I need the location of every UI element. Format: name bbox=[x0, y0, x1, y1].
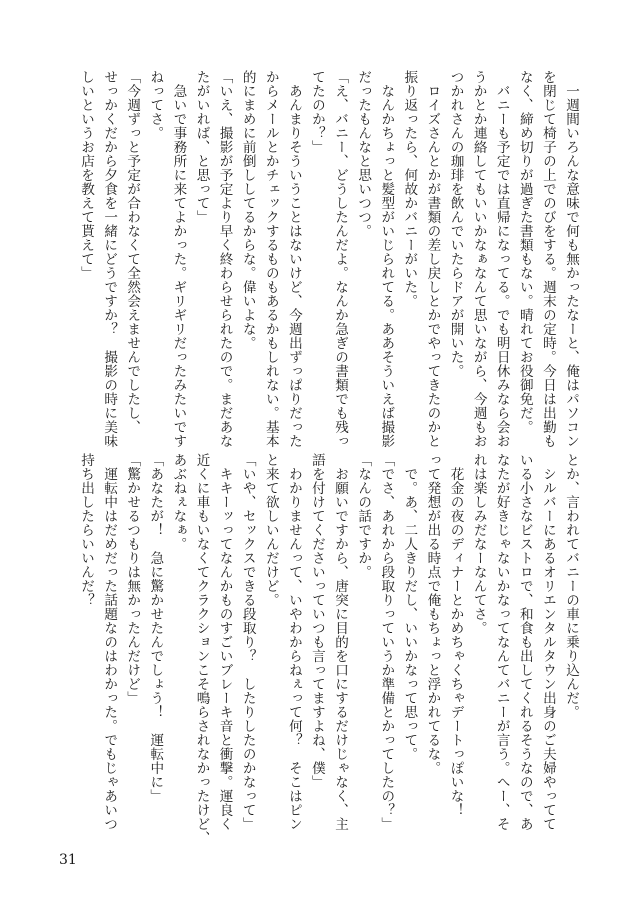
text-line: ロイズさんとかが書類の差し戻しとかでやってきたのかと bbox=[424, 70, 441, 448]
text-line: バニーも予定では直帰になってる。でも明日休みなら会お bbox=[493, 70, 510, 448]
text-line: 「あなたが！ 急に驚かせたんでしょう！ 運転中に」 bbox=[147, 453, 164, 803]
text-line: 持ち出したらいいんだ？ bbox=[78, 453, 95, 607]
text-line: 「なんの話ですか。 bbox=[355, 453, 372, 579]
text-line: しいというお店を教えて貰えて」 bbox=[78, 70, 95, 280]
text-line: キキーッってなんかものすごいブレーキ音と衝撃。運良く bbox=[216, 453, 233, 831]
text-line: あぶねぇなぁ。 bbox=[170, 453, 187, 551]
text-line: お願いですから、唐突に目的を口にするだけじゃなく、主 bbox=[332, 453, 349, 831]
text-line: と来て欲しいんだけど。 bbox=[262, 453, 279, 607]
text-line: 「いや、セックスできる段取り？ したりしたのかなって」 bbox=[239, 453, 256, 831]
text-line: とか、言われてバニーの車に乗り込んだ。 bbox=[563, 453, 579, 719]
text-line: せっかくだから夕食を一緒にどうですか？ 撮影の時に美味 bbox=[101, 70, 118, 448]
text-line: たがいれば、と思って」 bbox=[193, 70, 210, 224]
text-line: ねってさ。 bbox=[147, 70, 164, 140]
text-line: だったもんなと思いつつ。 bbox=[355, 70, 372, 238]
text-line: 「でさ、あれから段取りっていうか準備とかってしたの？」 bbox=[378, 453, 395, 831]
text-line: 近くに車もいなくてクラクションこそ鳴らされなかったけど、 bbox=[193, 453, 210, 845]
lower-text-block bbox=[57, 453, 579, 845]
text-line: 振り返ったら、何故かバニーがいた。 bbox=[401, 70, 418, 308]
text-line: なく、締め切りが過ぎた書類もない。晴れてお役御免だ。 bbox=[516, 70, 533, 434]
text-line: 急いで事務所に来てよかった。ギリギリだったみたいです bbox=[170, 70, 187, 448]
text-line: 「今週ずっと予定が合わなくて全然会えませんでしたし、 bbox=[124, 70, 141, 434]
text-line: 語を付けてくださいっていつも言ってますよね、僕」 bbox=[308, 453, 325, 789]
text-line: を閉じて椅子の上でのびをする。週末の定時。今日は出勤も bbox=[539, 70, 556, 448]
text-line: で。あ、二人きりだし、いいかなって思って。 bbox=[401, 453, 418, 761]
text-line: れは楽しみだなーなんてさ。 bbox=[470, 453, 487, 635]
text-line: からメールとかチェックするものもあるかもしれない。基本 bbox=[262, 70, 279, 448]
text-line: 運転中はだめだった話題なのはわかった。でもじゃあいつ bbox=[101, 453, 118, 831]
text-line: いる小さなビストロで、和食も出してくれるそうなので、あ bbox=[516, 453, 533, 831]
text-line: 一週間いろんな意味で何も無かったなーと、俺はパソコン bbox=[563, 70, 579, 448]
text-line: 花金の夜のディナーとかめちゃくちゃデートっぽいな！ bbox=[447, 453, 464, 817]
text-line: うかとか連絡してもいいかなぁなんて思いながら、今週もお bbox=[470, 70, 487, 448]
text-line: って発想が出る時点で俺もちょっと浮かれてるな。 bbox=[424, 453, 441, 775]
page-number: 31 bbox=[59, 852, 77, 868]
text-line: なたが好きじゃないかなってなんてバニーが言う。へー、そ bbox=[493, 453, 510, 831]
text-line: つかれさんの珈琲を飲んでいたらドアが開いた。 bbox=[447, 70, 464, 378]
upper-text-block bbox=[57, 70, 579, 448]
text-line: あんまりそういうことはないけど、今週出ずっぱりだった bbox=[285, 70, 302, 448]
text-line: わかりませんって、いやわからねぇって何？ そこはピン bbox=[285, 453, 302, 831]
text-line: 「いえ、撮影が予定より早く終わらせられたので。まだあな bbox=[216, 70, 233, 448]
text-line: 「驚かせるつもりは無かったんだけど」 bbox=[124, 453, 141, 705]
text-line: 「え、バニー、どうしたんだよ。なんか急ぎの書類でも残っ bbox=[332, 70, 349, 448]
text-line: なんかちょっと髪型がいじられてる。ああそういえば撮影 bbox=[378, 70, 395, 448]
text-line: シルバーにあるオリエンタルタウン出身のご夫婦やってて bbox=[539, 453, 556, 831]
text-line: てたのか？」 bbox=[308, 70, 325, 154]
text-line: 的にまめに前倒ししてるからな。偉いよな。 bbox=[239, 70, 256, 350]
